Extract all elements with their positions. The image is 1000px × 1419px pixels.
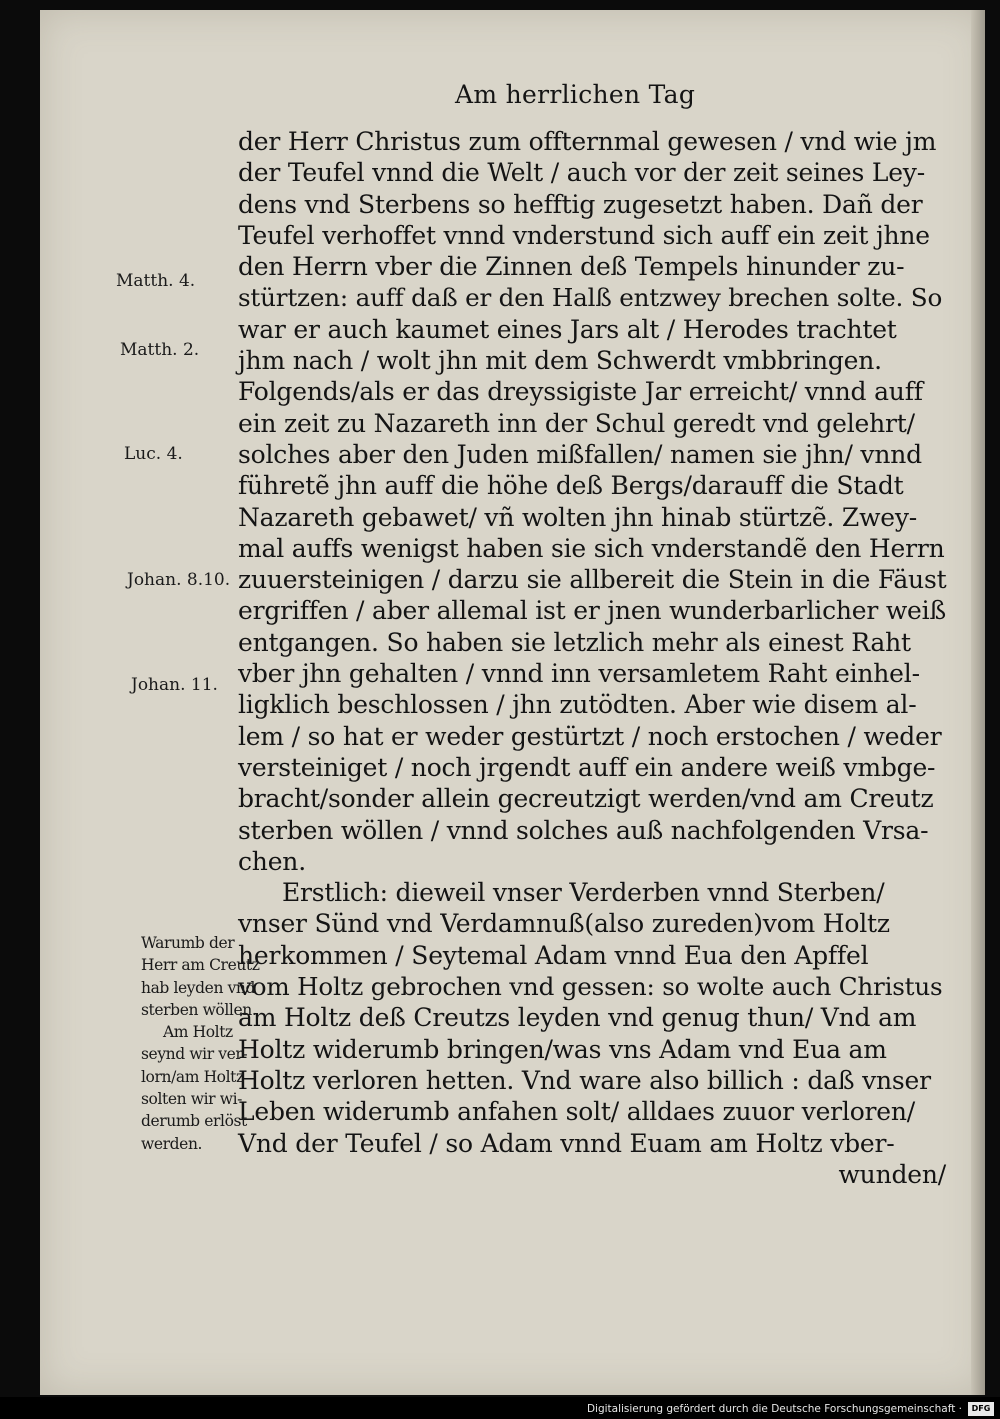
text-line: ligklich beschlossen / jhn zutödten. Aber wie disem al-: [238, 690, 917, 720]
text-line: Folgends/als er das dreyssigiste Jar erreicht/ vnnd auff: [238, 377, 923, 407]
catchword: wunden/: [838, 1159, 946, 1189]
text-line: der Teufel vnnd die Welt / auch vor der zeit seines Ley-: [238, 158, 925, 188]
page-gutter: [971, 10, 985, 1395]
margin-reference: Matth. 2.: [120, 340, 200, 360]
text-line: entgangen. So haben sie letzlich mehr als einest Raht: [238, 627, 911, 657]
text-line: Leben widerumb anfahen solt/ alldaes zuuor verloren/: [238, 1097, 916, 1127]
text-line: Holtz widerumb bringen/was vns Adam vnd Eua am: [238, 1034, 887, 1064]
margin-note-line: Am Holtz: [163, 1023, 233, 1042]
text-line: mal auffs wenigst haben sie sich vnderstandẽ den Herrn: [238, 533, 945, 563]
footer-bar: [0, 1397, 1000, 1419]
text-line: den Herrn vber die Zinnen deß Tempels hinunder zu-: [238, 252, 905, 282]
margin-note-line: sterben wöllen.: [141, 1000, 257, 1019]
text-line: vnser Sünd vnd Verdamnuß(also zureden)vom Holtz: [238, 909, 890, 939]
text-line: versteiniget / noch jrgendt auff ein andere weiß vmbge-: [238, 752, 936, 782]
text-line: führetẽ jhn auff die höhe deß Bergs/darauff die Stadt: [238, 471, 904, 501]
margin-note: [141, 932, 269, 1155]
margin-note-line: solten wir wi-: [141, 1090, 242, 1109]
text-line: zuuersteinigen / darzu sie allbereit die Stein in die Fäust: [238, 565, 947, 595]
text-line: sterben wöllen / vnnd solches auß nachfolgenden Vrsa-: [238, 815, 929, 845]
text-line: chen.: [238, 846, 306, 876]
text-line: dens vnd Sterbens so hefftig zugesetzt haben. Dañ der: [238, 189, 923, 219]
funding-credit: Digitalisierung gefördert durch die Deutsche Forschungsgemeinschaft ·: [586, 1403, 962, 1415]
text-line: ergriffen / aber allemal ist er jnen wunderbarlicher weiß: [238, 596, 946, 626]
text-line: bracht/sonder allein gecreutzigt werden/vnd am Creutz: [238, 784, 934, 814]
text-line: Teufel verhoffet vnnd vnderstund sich auff ein zeit jhne: [238, 220, 930, 250]
text-line: Holtz verloren hetten. Vnd ware also billich : daß vnser: [238, 1065, 931, 1095]
text-line: Vnd der Teufel / so Adam vnnd Euam am Holtz vber-: [238, 1128, 895, 1158]
margin-reference: Johan. 8.10.: [127, 570, 231, 590]
margin-reference: Luc. 4.: [124, 444, 183, 464]
text-line: herkommen / Seytemal Adam vnnd Eua den Apffel: [238, 940, 869, 970]
text-line: der Herr Christus zum offternmal gewesen / vnd wie jm: [238, 127, 937, 156]
running-head: Am herrlichen Tag: [455, 80, 696, 109]
margin-note-line: werden.: [141, 1134, 203, 1153]
margin-reference: Matth. 4.: [116, 271, 196, 291]
text-line: war er auch kaumet eines Jars alt / Herodes trachtet: [238, 314, 897, 344]
text-line: am Holtz deß Creutzs leyden vnd genug thun/ Vnd am: [238, 1003, 917, 1033]
paragraph-start-line: Erstlich: dieweil vnser Verderben vnnd Sterben/: [282, 878, 885, 908]
margin-note-line: derumb erlöst: [141, 1112, 247, 1131]
text-line: solches aber den Juden mißfallen/ namen sie jhn/ vnnd: [238, 439, 922, 469]
text-line: stürtzen: auff daß er den Halß entzwey brechen solte. So: [238, 283, 943, 313]
margin-note-line: Warumb der: [141, 934, 235, 952]
margin-note-line: hab leyden vnd: [141, 978, 256, 997]
text-line: jhm nach / wolt jhn mit dem Schwerdt vmbbringen.: [238, 346, 882, 376]
body-text: [238, 126, 950, 1190]
margin-note-line: Herr am Creutz: [141, 956, 260, 975]
text-line: vom Holtz gebrochen vnd gessen: so wolte auch Christus: [238, 972, 943, 1002]
dfg-logo: DFG: [968, 1402, 994, 1416]
margin-reference: Johan. 11.: [131, 675, 218, 695]
text-line: ein zeit zu Nazareth inn der Schul geredt vnd gelehrt/: [238, 408, 915, 438]
margin-note-line: lorn/am Holtz: [141, 1067, 244, 1086]
text-line: lem / so hat er weder gestürtzt / noch erstochen / weder: [238, 721, 942, 751]
text-line: Nazareth gebawet/ vñ wolten jhn hinab stürtzẽ. Zwey-: [238, 502, 918, 532]
text-line: vber jhn gehalten / vnnd inn versamletem Raht einhel-: [238, 659, 920, 689]
margin-note-line: seynd wir ver-: [141, 1045, 248, 1064]
